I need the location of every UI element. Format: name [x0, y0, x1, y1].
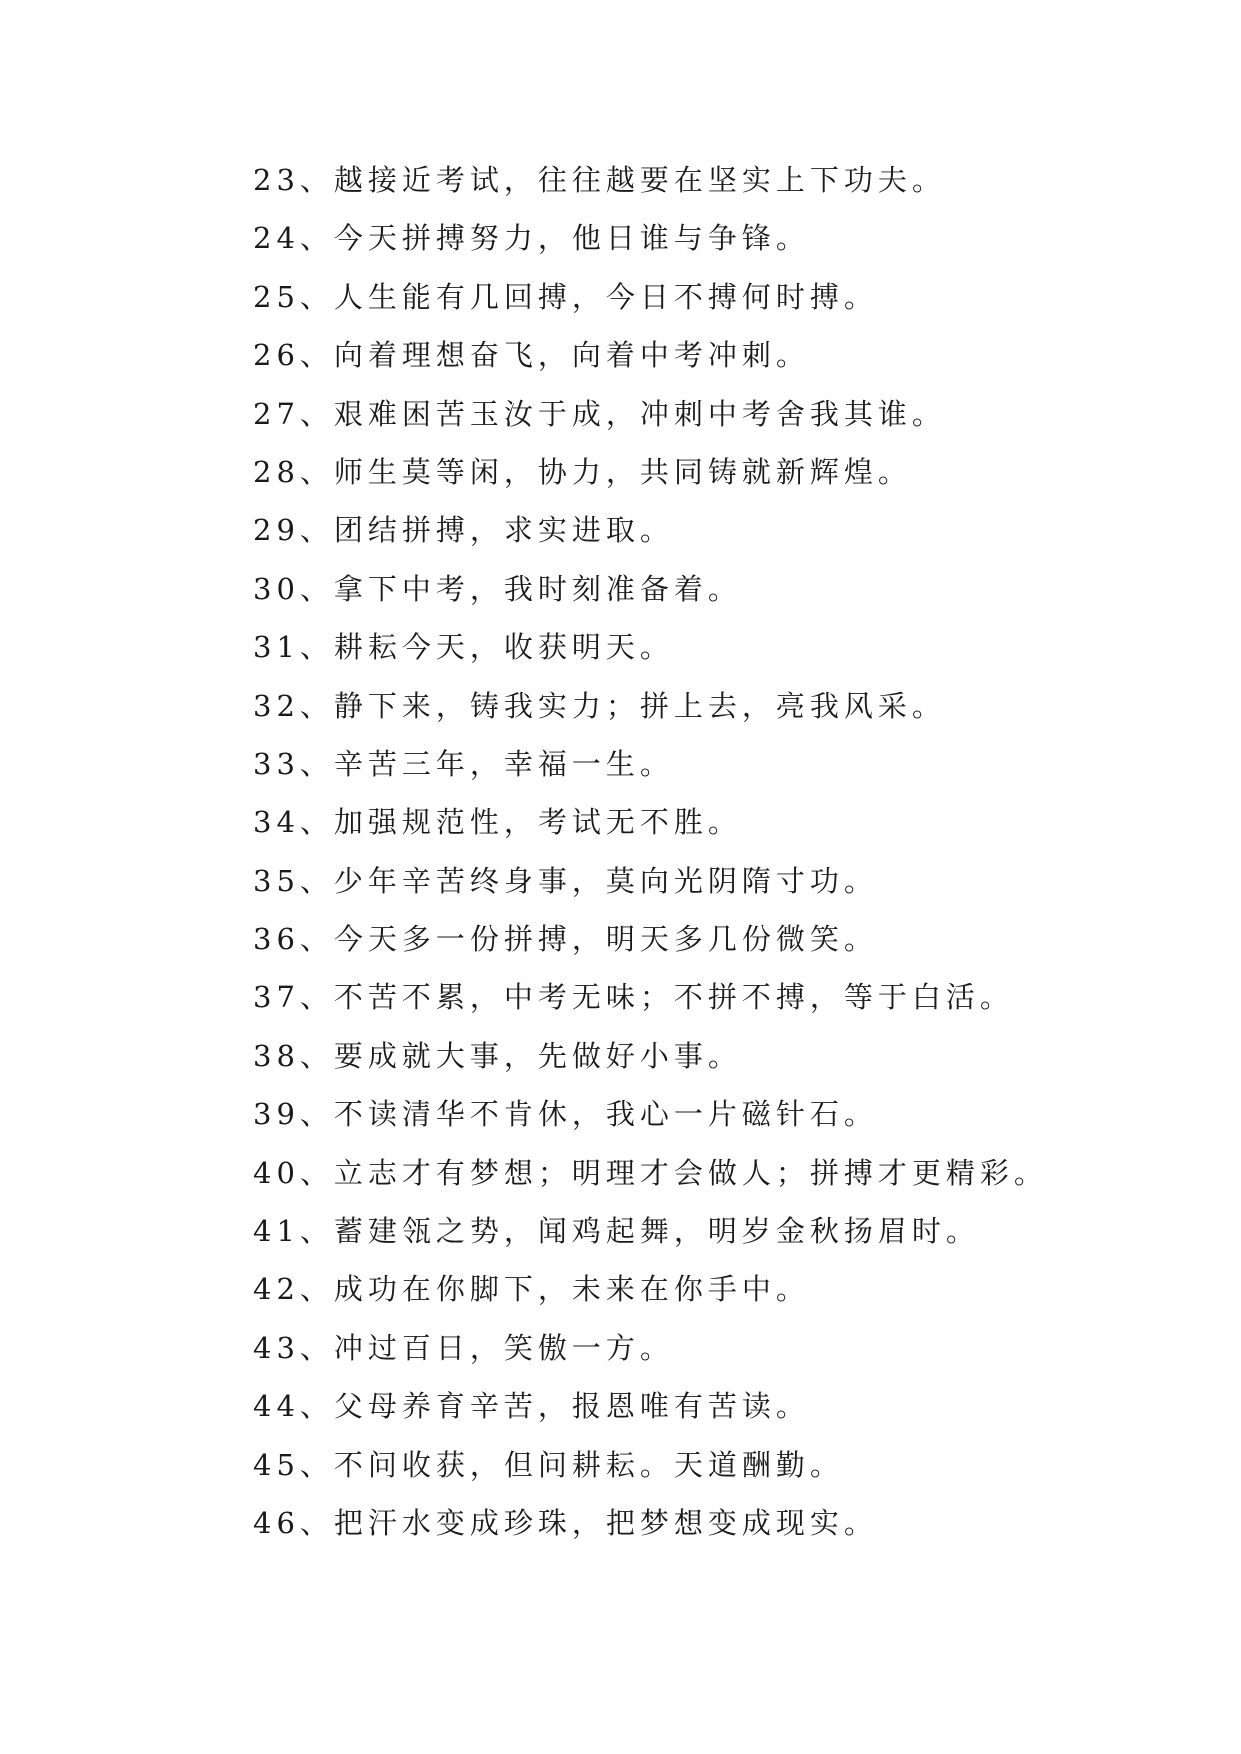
list-item: 31、耕耘今天，收获明天。 — [253, 630, 674, 665]
list-item: 41、蓄建瓴之势，闻鸡起舞，明岁金秋扬眉时。 — [253, 1214, 980, 1249]
list-item: 35、少年辛苦终身事，莫向光阴隋寸功。 — [253, 863, 878, 898]
list-item: 24、今天拼搏努力，他日谁与争锋。 — [253, 221, 810, 256]
list-item: 34、加强规范性，考试无不胜。 — [253, 805, 742, 840]
list-item: 42、成功在你脚下，未来在你手中。 — [253, 1272, 810, 1307]
slogan-list — [253, 160, 1048, 1561]
list-item: 33、辛苦三年，幸福一生。 — [253, 746, 674, 781]
list-item: 46、把汗水变成珍珠，把梦想变成现实。 — [253, 1505, 878, 1540]
list-item: 29、团结拼搏，求实进取。 — [253, 513, 674, 548]
list-item: 43、冲过百日，笑傲一方。 — [253, 1330, 674, 1365]
list-item: 25、人生能有几回搏，今日不搏何时搏。 — [253, 279, 878, 314]
list-item: 32、静下来，铸我实力；拼上去，亮我风采。 — [253, 688, 946, 723]
list-item: 23、越接近考试，往往越要在坚实上下功夫。 — [253, 163, 946, 197]
list-item: 37、不苦不累，中考无味；不拼不搏，等于白活。 — [253, 980, 1014, 1015]
list-item: 27、艰难困苦玉汝于成，冲刺中考舍我其谁。 — [253, 396, 946, 431]
list-item: 38、要成就大事，先做好小事。 — [253, 1038, 742, 1073]
list-item: 44、父母养育辛苦，报恩唯有苦读。 — [253, 1389, 810, 1424]
list-item: 26、向着理想奋飞，向着中考冲刺。 — [253, 338, 810, 373]
list-item: 30、拿下中考，我时刻准备着。 — [253, 571, 742, 606]
list-item: 45、不问收获，但问耕耘。天道酬勤。 — [253, 1447, 844, 1482]
list-item: 40、立志才有梦想；明理才会做人；拼搏才更精彩。 — [253, 1155, 1048, 1190]
list-item: 28、师生莫等闲，协力，共同铸就新辉煌。 — [253, 454, 912, 489]
list-item: 39、不读清华不肯休，我心一片磁针石。 — [253, 1097, 878, 1132]
list-item: 36、今天多一份拼搏，明天多几份微笑。 — [253, 922, 878, 957]
